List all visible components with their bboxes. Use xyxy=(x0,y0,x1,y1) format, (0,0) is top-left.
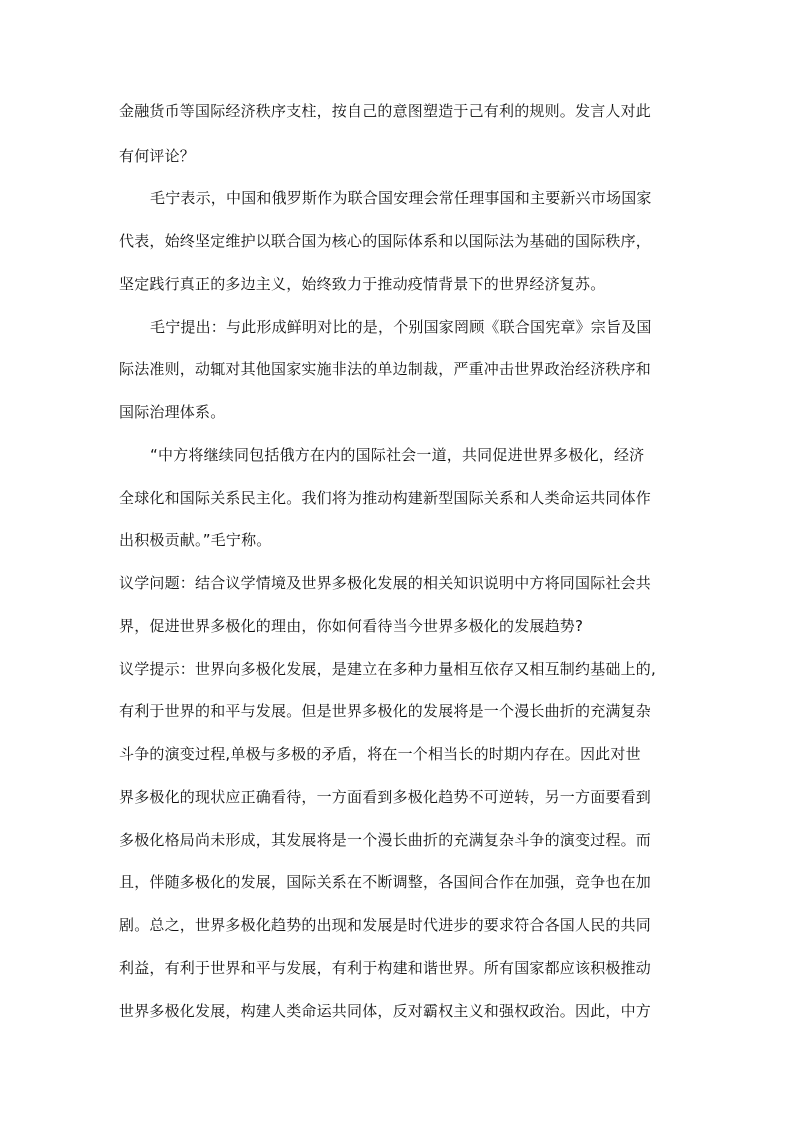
text-line: 全球化和国际关系民主化。我们将为推动构建新型国际关系和人类命运共同体作 xyxy=(119,489,652,507)
text-line: 斗争的演变过程,单极与多极的矛盾，将在一个相当长的时期内存在。因此对世 xyxy=(119,745,641,763)
text-line: 剧。总之，世界多极化趋势的出现和发展是时代进步的要求符合各国人民的共同 xyxy=(119,916,652,934)
text-line: 有利于世界的和平与发展。但是世界多极化的发展将是一个漫长曲折的充满复杂 xyxy=(119,702,652,720)
text-line: 有何评论？ xyxy=(119,147,196,165)
text-line: 世界多极化发展，构建人类命运共同体，反对霸权主义和强权政治。因此，中方 xyxy=(119,1002,652,1020)
text-line: 且，伴随多极化的发展，国际关系在不断调整，各国间合作在加强，竞争也在加 xyxy=(119,873,652,891)
text-line: 国际治理体系。 xyxy=(119,403,226,421)
text-line: 毛宁表示，中国和俄罗斯作为联合国安理会常任理事国和主要新兴市场国家 xyxy=(150,189,652,207)
text-line: 代表，始终坚定维护以联合国为核心的国际体系和以国际法为基础的国际秩序， xyxy=(119,232,652,250)
text-line: “中方将继续同包括俄方在内的国际社会一道，共同促进世界多极化，经济 xyxy=(150,446,645,464)
text-line: 界多极化的现状应正确看待，一方面看到多极化趋势不可逆转，另一方面要看到 xyxy=(119,788,652,806)
text-line: 出积极贡献。”毛宁称。 xyxy=(119,531,272,549)
text-line: 议学问题：结合议学情境及世界多极化发展的相关知识说明中方将同国际社会共 xyxy=(119,574,652,592)
text-line: 际法准则，动辄对其他国家实施非法的单边制裁，严重冲击世界政治经济秩序和 xyxy=(119,360,652,378)
text-line: 界，促进世界多极化的理由，你如何看待当今世界多极化的发展趋势? xyxy=(119,617,584,635)
text-line: 议学提示：世界向多极化发展，是建立在多种力量相互依存又相互制约基础上的, xyxy=(119,660,656,678)
text-line: 多极化格局尚未形成，其发展将是一个漫长曲折的充满复杂斗争的演变过程。而 xyxy=(119,831,652,849)
text-line: 坚定践行真正的多边主义，始终致力于推动疫情背景下的世界经济复苏。 xyxy=(119,275,606,293)
text-line: 毛宁提出：与此形成鲜明对比的是，个别国家罔顾《联合国宪章》宗旨及国 xyxy=(150,318,652,336)
text-line: 利益，有利于世界和平与发展，有利于构建和谐世界。所有国家都应该积极推动 xyxy=(119,959,652,977)
text-line: 金融货币等国际经济秩序支柱，按自己的意图塑造于己有利的规则。发言人对此 xyxy=(119,102,652,120)
